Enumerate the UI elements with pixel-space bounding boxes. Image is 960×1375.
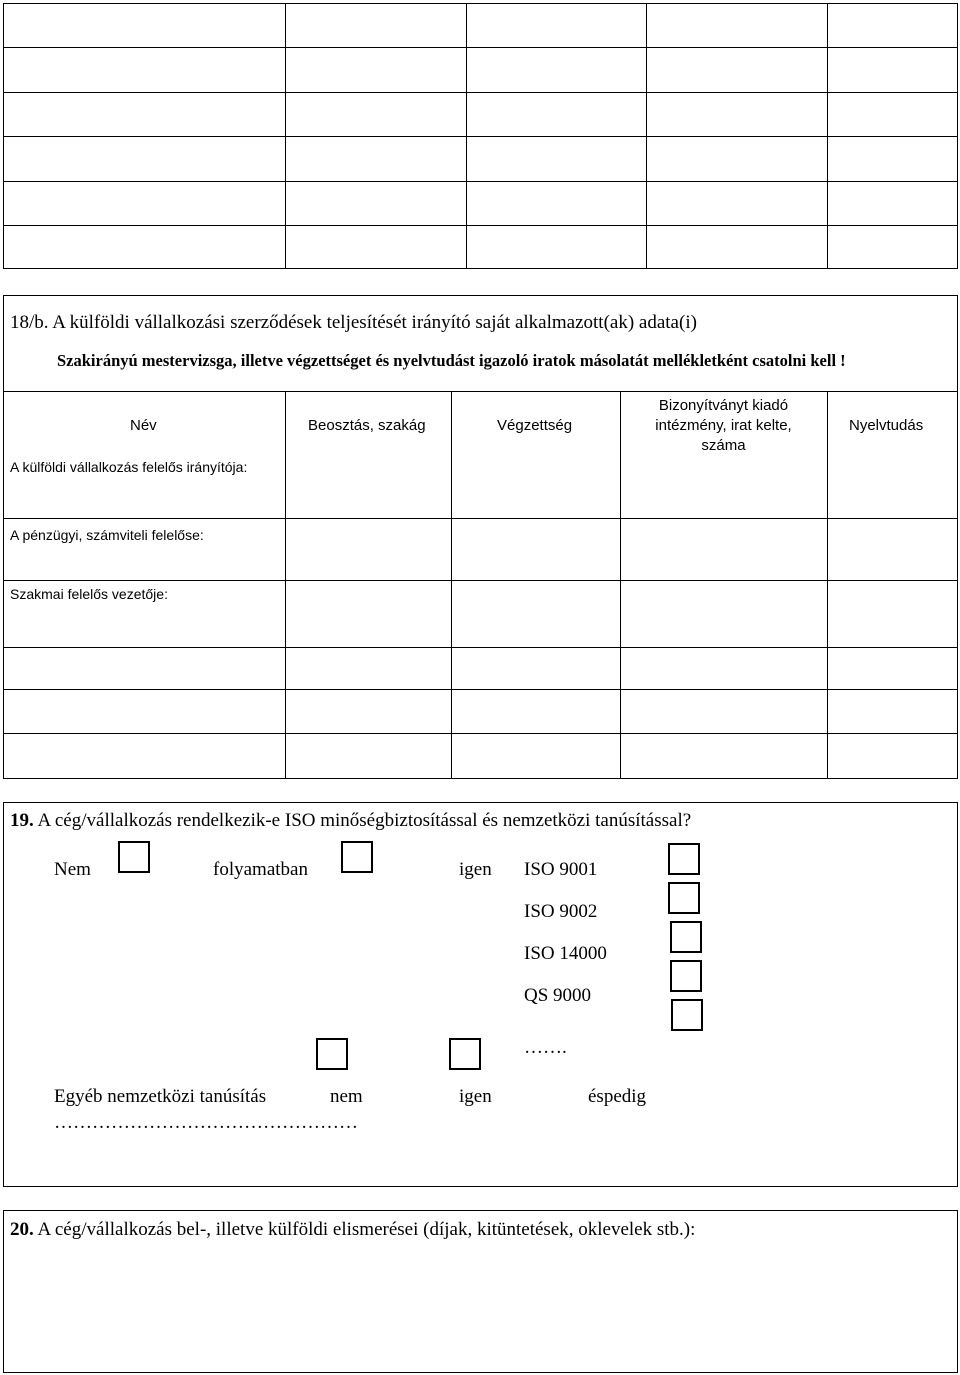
section-19-number: 19. (10, 810, 34, 831)
section-20-number: 20. (10, 1219, 34, 1240)
row-label-penzugyi: A pénzügyi, számviteli felelőse: (10, 527, 204, 543)
iso-9001-label: ISO 9001 (524, 859, 598, 880)
iso-other-checkbox[interactable] (671, 999, 703, 1031)
qs-9000-label: QS 9000 (524, 985, 592, 1006)
iso-9002-label: ISO 9002 (524, 901, 598, 922)
other-cert-fill-line[interactable]: ………………………………………… (54, 1112, 358, 1133)
section-18b-title (10, 312, 697, 334)
column-header-bizonyitvany-line2: intézmény, irat kelte, (655, 417, 792, 434)
iso-9002-checkbox[interactable] (668, 882, 700, 914)
column-header-vegzettseg: Végzettség (497, 417, 573, 434)
column-header-bizonyitvany-line1: Bizonyítványt kiadó (658, 397, 789, 414)
other-espedig-label: éspedig (588, 1086, 647, 1107)
section-18b-title-text: A külföldi vállalkozási szerződések teljesítését irányító saját alkalmazott(ak) adata(i) (52, 312, 697, 333)
other-nem-label: nem (330, 1086, 363, 1107)
other-nem-checkbox[interactable] (316, 1038, 348, 1070)
column-header-nev: Név (130, 417, 157, 434)
qs-9000-checkbox[interactable] (670, 960, 702, 992)
column-header-bizonyitvany-line3: száma (701, 437, 746, 454)
other-igen-label: igen (459, 1086, 492, 1107)
section-20-text: A cég/vállalkozás bel-, illetve külföldi elismerései (díjak, kitüntetések, oklevelek stb.): (37, 1219, 696, 1240)
iso-9001-checkbox[interactable] (668, 843, 700, 875)
option-folyamatban-label: folyamatban (213, 859, 308, 880)
option-folyamatban-checkbox[interactable] (341, 841, 373, 873)
other-cert-label: Egyéb nemzetközi tanúsítás (54, 1086, 267, 1107)
column-header-nyelvtudas: Nyelvtudás (849, 417, 924, 434)
other-igen-checkbox[interactable] (449, 1038, 481, 1070)
column-header-beosztas: Beosztás, szakág (308, 417, 426, 434)
row-label-iranyito: A külföldi vállalkozás felelős irányítója: (10, 459, 248, 475)
section-20-answer-area[interactable] (10, 1250, 950, 1365)
column-header-bizonyitvany (620, 396, 827, 456)
option-nem-checkbox[interactable] (118, 841, 150, 873)
option-igen-label: igen (459, 859, 492, 880)
section-19-title (10, 810, 691, 832)
section-18b-number: 18/b. (10, 312, 49, 333)
option-nem-label: Nem (54, 859, 91, 880)
iso-14000-label: ISO 14000 (524, 943, 607, 964)
section-20-title (10, 1219, 695, 1241)
row-label-szakmai: Szakmai felelős vezetője: (10, 586, 168, 602)
iso-other-ellipsis: ……. (524, 1037, 567, 1058)
iso-14000-checkbox[interactable] (670, 921, 702, 953)
section-19-question: A cég/vállalkozás rendelkezik-e ISO minőségbiztosítással és nemzetközi tanúsítással? (37, 810, 692, 831)
attachment-note: Szakirányú mestervizsga, illetve végzettséget és nyelvtudást igazoló iratok másolatát mellékletként csatolni kell ! (57, 351, 846, 370)
